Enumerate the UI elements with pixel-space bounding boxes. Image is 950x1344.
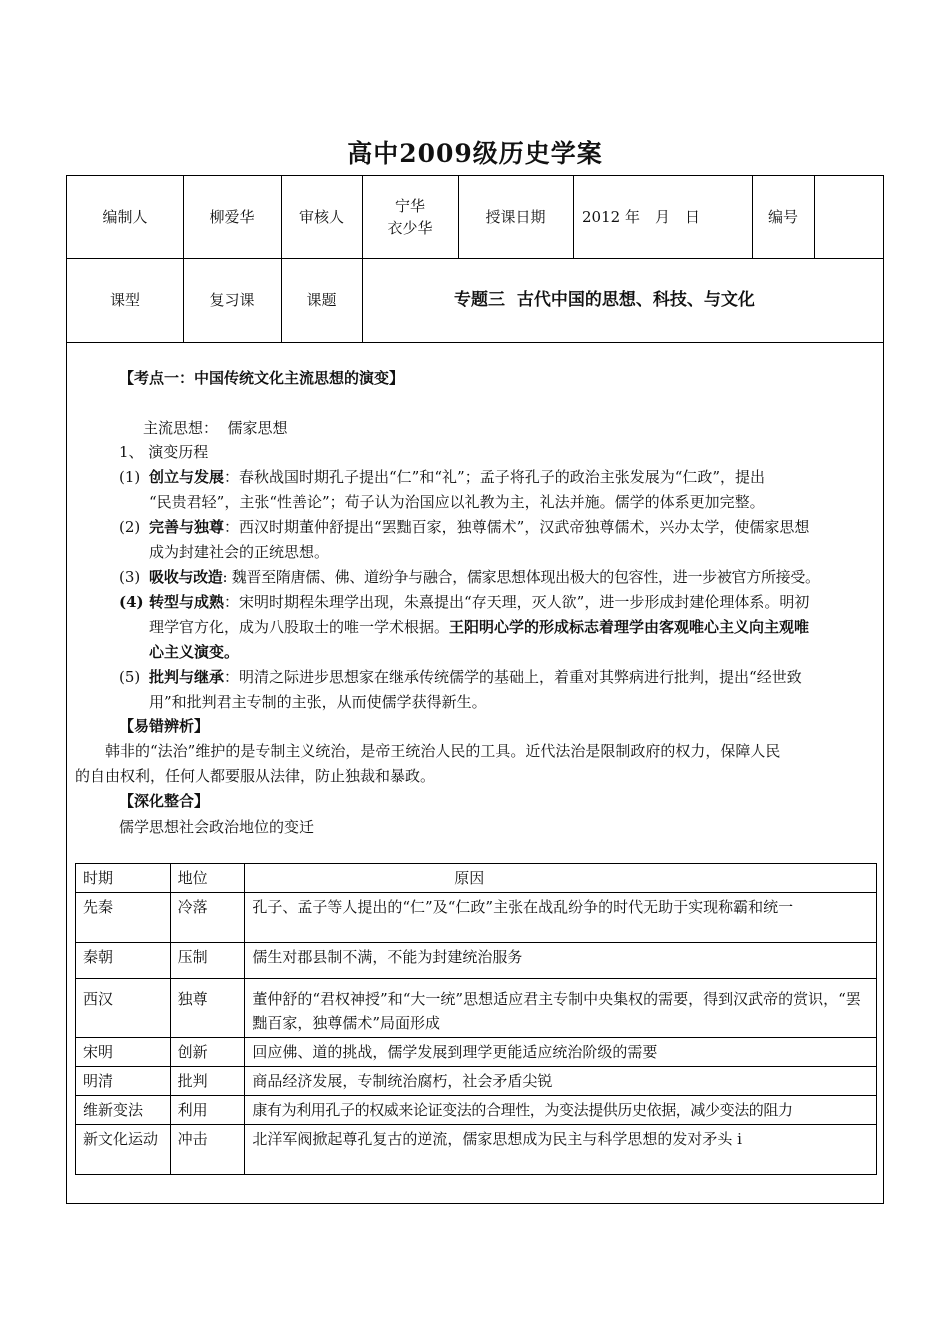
period-cell: 明清 [76, 1067, 171, 1096]
item-number: (1) [119, 468, 141, 486]
item-text: 成为封建社会的正统思想。 [149, 543, 330, 561]
reviewer-name-1: 宁华 [394, 197, 425, 215]
period-cell: 新文化运动 [76, 1125, 171, 1175]
item-text: ：宋明时期程朱理学出现，朱熹提出“存天理，灭人欲”，进一步形成封建伦理体系。明初 [224, 593, 810, 611]
status-cell: 利用 [170, 1096, 245, 1125]
reviewer-label: 审核人 [298, 208, 344, 226]
table-row [76, 1038, 877, 1067]
column-header: 地位 [170, 864, 245, 893]
evolution-item [119, 465, 879, 515]
confucianism-status-table [75, 863, 877, 1175]
reason-cell: 儒生对郡县制不满，不能为封建统治服务 [245, 943, 877, 979]
topic-value: 专题三 古代中国的思想、科技、与文化 [454, 290, 755, 310]
table-row [76, 979, 877, 1038]
item-number: (5) [119, 668, 141, 686]
course-type-value: 复习课 [209, 291, 255, 309]
mistake-text: 韩非的“法治”维护的是专制主义统治，是帝王统治人民的工具。近代法治是限制政府的权力，保障人民 [105, 742, 781, 760]
item-label: 创立与发展 [149, 468, 225, 486]
column-header: 原因 [245, 864, 877, 893]
table-row [76, 943, 877, 979]
reason-cell: 康有为利用孔子的权威来论证变法的合理性，为变法提供历史依据，减少变法的阻力 [245, 1096, 877, 1125]
reviewer-names [362, 176, 458, 258]
number-label: 编号 [767, 208, 798, 226]
period-cell: 宋明 [76, 1038, 171, 1067]
evolution-item [119, 515, 879, 565]
item-text: ：春秋战国时期孔子提出“仁”和“礼”；孟子将孔子的政治主张发展为“仁政”，提出 [224, 468, 766, 486]
reason-cell: 北洋军阀掀起尊孔复古的逆流，儒家思想成为民主与科学思想的发对矛头 i [245, 1125, 877, 1175]
reviewer-name-2: 衣少华 [387, 219, 433, 237]
mainstream-thought: 主流思想： 儒家思想 [143, 419, 288, 437]
item-number: (4) [119, 593, 144, 611]
item-text: “民贵君轻”，主张“性善论”；荀子认为治国应以礼教为主，礼法并施。儒学的体系更加完整。 [149, 493, 765, 511]
editor-name: 柳爱华 [209, 208, 255, 226]
status-cell: 批判 [170, 1067, 245, 1096]
section-heading: 【考点一：中国传统文化主流思想的演变】 [119, 369, 405, 387]
period-cell: 秦朝 [76, 943, 171, 979]
item-label: 转型与成熟 [149, 593, 225, 611]
status-cell: 独尊 [170, 979, 245, 1038]
reason-cell: 商品经济发展，专制统治腐朽，社会矛盾尖锐 [245, 1067, 877, 1096]
item-label: 完善与独尊 [149, 518, 225, 536]
item-text: ：明清之际进步思想家在继承传统儒学的基础上，着重对其弊病进行批判，提出“经世致 [224, 668, 802, 686]
mistake-heading: 【易错辨析】 [119, 717, 210, 735]
reason-cell: 回应佛、道的挑战，儒学发展到理学更能适应统治阶级的需要 [245, 1038, 877, 1067]
course-type-label: 课型 [109, 291, 140, 309]
table-row [76, 1067, 877, 1096]
table-row [76, 1096, 877, 1125]
deepen-subtitle: 儒学思想社会政治地位的变迁 [119, 818, 315, 836]
item-label: 批判与继承 [149, 668, 225, 686]
table-row [76, 1125, 877, 1175]
evolution-item [119, 565, 879, 590]
item-number: (2) [119, 518, 141, 536]
period-cell: 先秦 [76, 893, 171, 943]
item-text: : 魏晋至隋唐儒、佛、道纷争与融合，儒家思想体现出极大的包容性，进一步被官方所接受。 [222, 568, 820, 586]
status-cell: 创新 [170, 1038, 245, 1067]
reason-cell: 孔子、孟子等人提出的“仁”及“仁政”主张在战乱纷争的时代无助于实现称霸和统一 [245, 893, 877, 943]
period-cell: 维新变法 [76, 1096, 171, 1125]
lesson-plan-frame [66, 175, 884, 1204]
editor-label: 编制人 [102, 208, 148, 226]
status-cell: 冷落 [170, 893, 245, 943]
item-text: 理学官方化，成为八股取士的唯一学术根据。 [149, 618, 450, 636]
evolution-item [119, 665, 879, 715]
period-cell: 西汉 [76, 979, 171, 1038]
status-cell: 冲击 [170, 1125, 245, 1175]
item-text-bold: 心主义演变。 [149, 643, 240, 661]
number-value [814, 176, 883, 258]
status-cell: 压制 [170, 943, 245, 979]
item-label: 吸收与改造 [149, 568, 223, 586]
item-number: (3) [119, 568, 141, 586]
deepen-heading: 【深化整合】 [119, 792, 210, 810]
page-title: 高中2009级历史学案 [347, 139, 603, 168]
evolution-item [119, 590, 879, 665]
item-text: 用”和批判君主专制的主张，从而使儒学获得新生。 [149, 693, 487, 711]
row-divider [67, 342, 883, 343]
mistake-text: 的自由权利，任何人都要服从法律，防止独裁和暴政。 [75, 767, 436, 785]
date-label: 授课日期 [485, 208, 546, 226]
column-header: 时期 [76, 864, 171, 893]
reason-cell: 董仲舒的“君权神授”和“大一统”思想适应君主专制中央集权的需要，得到汉武帝的赏识，“罢黜百家，独尊儒术”局面形成 [245, 979, 877, 1038]
table-row [76, 893, 877, 943]
table-header-row [76, 864, 877, 893]
topic-label: 课题 [306, 291, 337, 309]
evolution-heading: 1、 演变历程 [119, 443, 209, 461]
item-text: ：西汉时期董仲舒提出“罢黜百家，独尊儒术”，汉武帝独尊儒术，兴办太学，使儒家思想 [224, 518, 810, 536]
date-value: 2012 年 月 日 [582, 208, 700, 226]
item-text-bold: 王阳明心学的形成标志着理学由客观唯心主义向主观唯 [449, 618, 810, 636]
